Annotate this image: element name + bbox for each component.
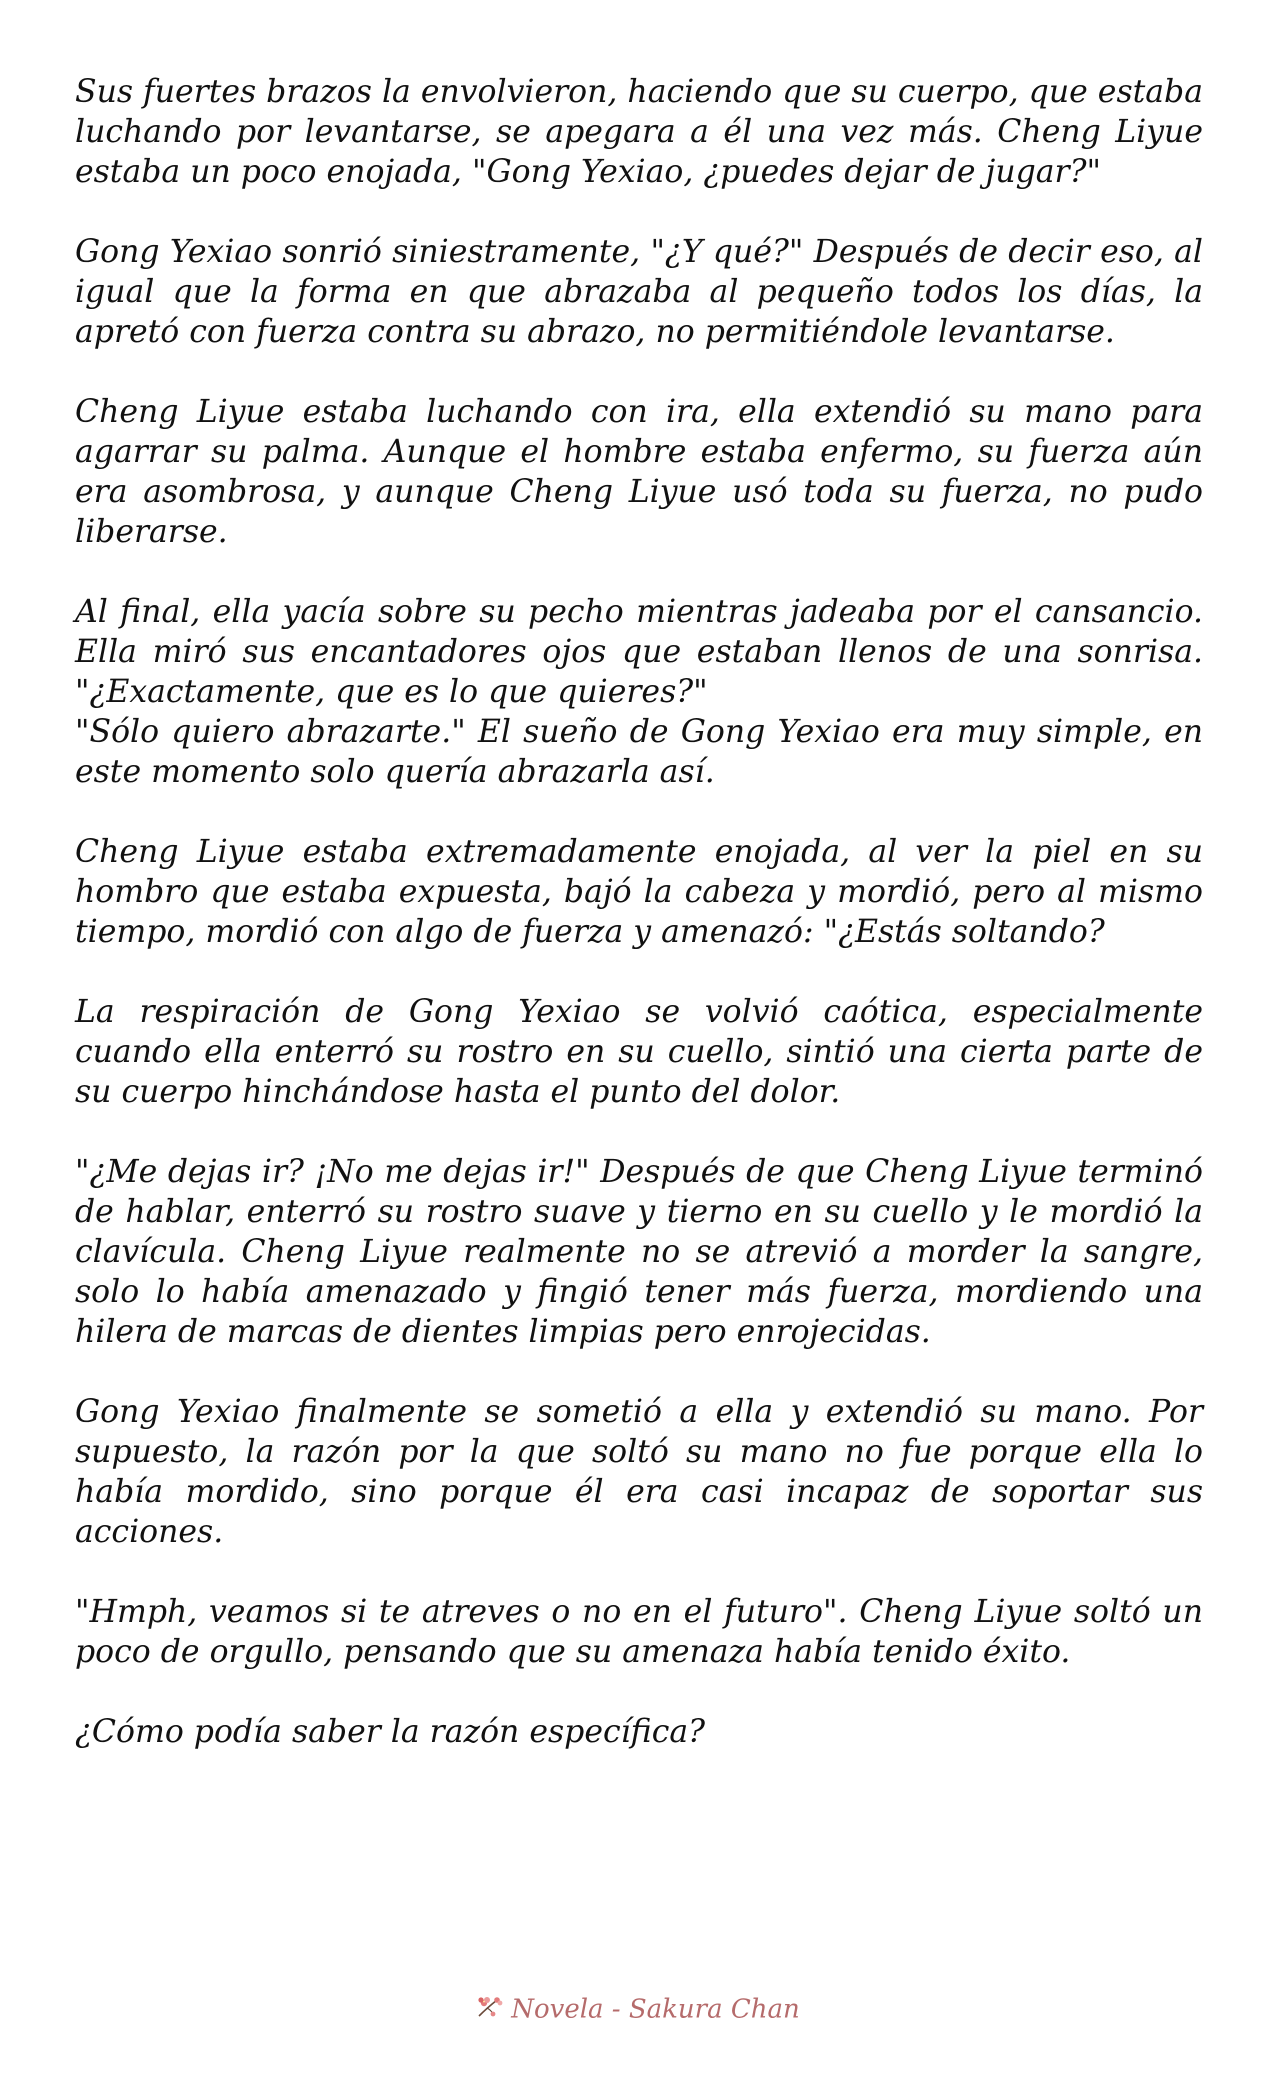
sakura-flower-icon	[475, 1994, 505, 2027]
paragraph: "Hmph, veamos si te atreves o no en el futuro". Cheng Liyue soltó un poco de orgullo, pensando que su amenaza había tenido éxito.	[75, 1594, 1203, 1670]
paragraph: ¿Cómo podía saber la razón específica?	[75, 1714, 705, 1750]
paragraph: Cheng Liyue estaba extremadamente enojada, al ver la piel en su hombro que estaba expuesta, bajó la cabeza y mordió, pero al mismo tiempo, mordió con algo de fuerza y amenazó: "¿Estás soltando?	[75, 834, 1203, 950]
paragraph: Gong Yexiao finalmente se sometió a ella y extendió su mano. Por supuesto, la razón por la que soltó su mano no fue porque ella lo había mordido, sino porque él era casi incapaz de soportar sus acciones.	[75, 1394, 1203, 1550]
watermark-text: Novela - Sakura Chan	[511, 1994, 800, 2025]
paragraph: La respiración de Gong Yexiao se volvió caótica, especialmente cuando ella enterró su rostro en su cuello, sintió una cierta parte de su cuerpo hinchándose hasta el punto del dolor.	[75, 994, 1203, 1110]
paragraph: Gong Yexiao sonrió siniestramente, "¿Y qué?" Después de decir eso, al igual que la forma en que abrazaba al pequeño todos los días, la apretó con fuerza contra su abrazo, no permitiéndole levantarse.	[75, 234, 1203, 350]
paragraph: "¿Me dejas ir? ¡No me dejas ir!" Después de que Cheng Liyue terminó de hablar, enterró su rostro suave y tierno en su cuello y le mordió la clavícula. Cheng Liyue realmente no se atrevió a morder la sangre, solo lo había amenazado y fingió tener más fuerza, mordiendo una hilera de marcas de dientes limpias pero enrojecidas.	[75, 1154, 1203, 1350]
watermark	[0, 1994, 1275, 2027]
paragraph: Al final, ella yacía sobre su pecho mientras jadeaba por el cansancio. Ella miró sus encantadores ojos que estaban llenos de una sonrisa. "¿Exactamente, que es lo que quieres?"	[75, 594, 1203, 710]
paragraph: Cheng Liyue estaba luchando con ira, ella extendió su mano para agarrar su palma. Aunque el hombre estaba enfermo, su fuerza aún era asombrosa, y aunque Cheng Liyue usó toda su fuerza, no pudo liberarse.	[75, 394, 1203, 550]
document-body	[75, 72, 1203, 1792]
paragraph: Sus fuertes brazos la envolvieron, haciendo que su cuerpo, que estaba luchando por levantarse, se apegara a él una vez más. Cheng Liyue estaba un poco enojada, "Gong Yexiao, ¿puedes dejar de jugar?"	[75, 74, 1203, 190]
paragraph: "Sólo quiero abrazarte." El sueño de Gong Yexiao era muy simple, en este momento solo quería abrazarla así.	[75, 714, 1203, 790]
